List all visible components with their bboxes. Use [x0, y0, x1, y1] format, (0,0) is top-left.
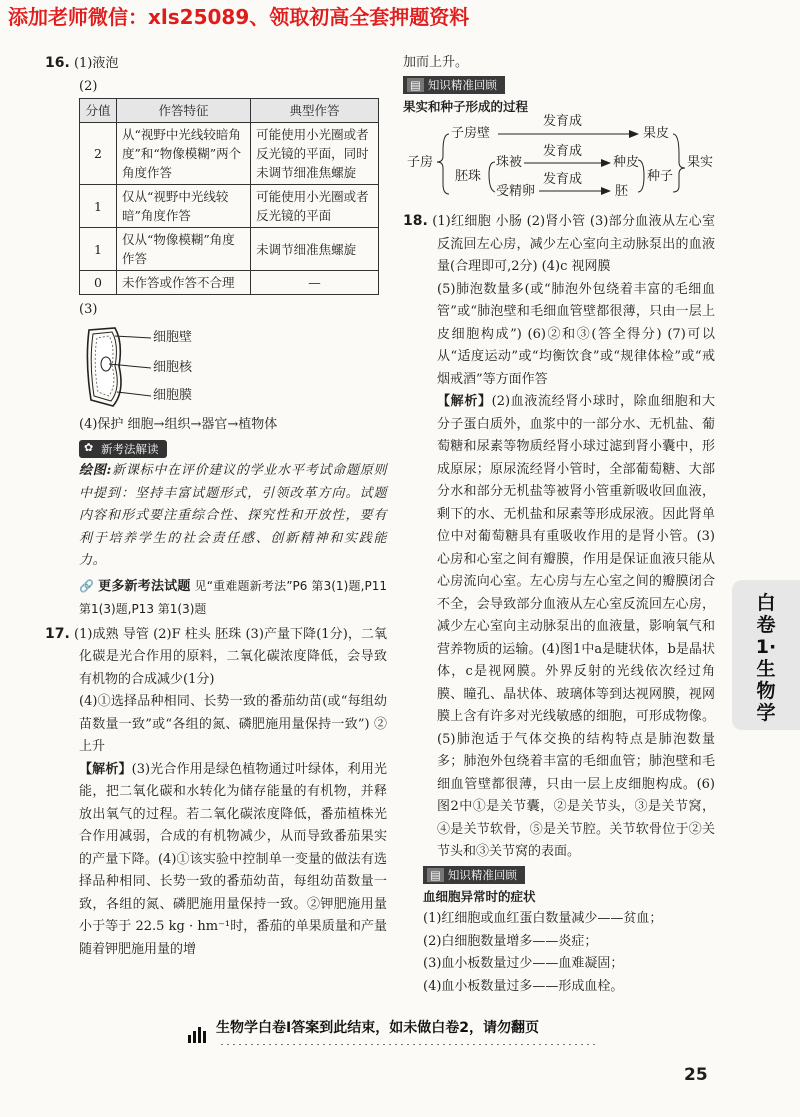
table-row	[80, 185, 379, 228]
table-cell: 可能使用小光圈或者反光镜的平面	[251, 185, 379, 228]
table-row	[80, 123, 379, 185]
q16-part2: (2)	[79, 78, 98, 94]
list-item: (1)红细胞或血红蛋白数量减少——贫血；	[423, 911, 663, 926]
table-cell: 1	[80, 185, 117, 228]
fruit-seed: 种子	[647, 169, 674, 184]
footer-note	[188, 1013, 612, 1043]
fruit-fruit: 果实	[687, 155, 714, 170]
fruit-ovule: 胚珠	[455, 169, 482, 184]
q16-part1: 16. (1)液泡	[45, 55, 119, 71]
fruit-ovary: 子房	[407, 155, 434, 170]
side-tab-label: 白卷1·生物学	[755, 592, 777, 724]
table-cell: 可能使用小光圈或者反光镜的平面，同时未调节细准焦螺旋	[251, 123, 379, 185]
table-row	[80, 271, 379, 295]
table-cell: 从“视野中光线较暗角度”和“物像模糊”两个角度作答	[117, 123, 251, 185]
header-feature: 作答特征	[117, 99, 251, 123]
fruit-seed-diagram	[403, 114, 715, 208]
side-tab	[732, 580, 800, 730]
fruit-seed-coat: 种皮	[613, 155, 640, 170]
right-column	[403, 52, 715, 998]
q18-part2: (5)肺泡数量多(或“肺泡外包绕着丰富的毛细血管”或“肺泡壁和毛细血管壁都很薄，只由一层上皮细胞构成”) (6)②和③(答全得分) (7)可以从“适度运动”或“均衡饮食”或“规律体检”或“戒烟戒酒”等方面作答	[437, 281, 715, 387]
label-nucleus: 细胞核	[153, 359, 193, 375]
link-icon: 🔗	[79, 578, 95, 593]
page-number: 25	[684, 1065, 708, 1085]
q18-number: 18.	[403, 213, 428, 229]
fruit-embryo: 胚	[615, 184, 629, 199]
knowledge-review-tag-2: ▤ 知识精准回顾	[423, 866, 525, 884]
q16-part3: (3)	[79, 302, 98, 317]
plant-cell-diagram	[79, 322, 387, 414]
q18-part1: 18. (1)红细胞 小肠 (2)肾小管 (3)部分血液从左心室反流回左心房，减少左心室向主动脉泵出的血液量(合理即可,2分) (4)c 视网膜	[403, 213, 715, 274]
bars-icon	[188, 1013, 208, 1043]
label-cell-membrane: 细胞膜	[153, 387, 193, 403]
table-cell: 仅从“视野中光线较暗”角度作答	[117, 185, 251, 228]
new-exam-tag: ✿ 新考法解读	[79, 440, 167, 458]
q16-number: 16.	[45, 55, 70, 71]
table-header-row	[80, 99, 379, 123]
fruit-title: 果实和种子形成的过程	[403, 98, 529, 114]
fruit-integument: 珠被	[496, 155, 523, 170]
table-cell: 0	[80, 271, 117, 295]
plant-cell-drawing	[79, 322, 159, 410]
table-cell: 未作答或作答不合理	[117, 271, 251, 295]
lightbulb-icon: ✿	[84, 441, 94, 454]
list-item: (3)血小板数量过少——血难凝固；	[423, 956, 624, 971]
left-column	[45, 52, 387, 961]
table-row	[80, 228, 379, 271]
q16-part4: (4)保护 细胞→组织→器官→植物体	[79, 416, 278, 432]
q18-analysis: 【解析】(2)血液流经肾小球时，除血细胞和大分子蛋白质外，血浆中的一部分水、无机盐、葡萄糖和尿素等物质经肾小球过滤到肾小囊中，形成原尿；原尿流经肾小管时，全部葡萄糖、大部分水和部分无机盐等被肾小管重新吸收回血液，剩下的水、无机盐和尿素等形成尿液。因此肾单位中对葡萄糖具有重吸收作用的是肾小管。(3)心房和心室之间有瓣膜，作用是保证血液只能从心房流向心室。左心房与左心室之间的瓣膜闭合不全，会导致部分血液从左心室反流回左心房，减少左心室向主动脉泵出的血液量，影响氧气和营养物质的运输。(4)图1中a是睫状体，b是晶状体，c是视网膜。外界反射的光线依次经过角膜、瞳孔、晶状体、玻璃体等到达视网膜，视网膜上含有许多对光线敏感的细胞，可形成物像。(5)肺泡适于气体交换的结构特点是肺泡数量多；肺泡外包绕着丰富的毛细血管；肺泡壁和毛细血管壁都很薄，只由一层上皮细胞构成。(6)图2中①是关节囊，②是关节头，③是关节窝，④是关节软骨，⑤是关节腔。关节软骨位于②关节头和③关节窝的表面。	[437, 394, 715, 859]
knowledge-review-tag-1: ▤ 知识精准回顾	[403, 76, 505, 94]
q17-number: 17.	[45, 625, 70, 642]
fruit-pericarp: 果皮	[643, 126, 670, 141]
more-questions-link[interactable]: 🔗 更多新考法试题 见“重难题新考法”P6 第3(1)题,P11 第1(3)题,P13 第1(3)题	[79, 578, 387, 616]
list-item: (4)血小板数量过多——形成血栓。	[423, 978, 624, 994]
list-item: (2)白细胞数量增多——炎症；	[423, 933, 598, 949]
scoring-table	[79, 98, 379, 295]
table-cell: —	[251, 271, 379, 295]
table-cell: 仅从“物像模糊”角度作答	[117, 228, 251, 271]
fruit-develop-1: 发育成	[543, 114, 583, 129]
fruit-zygote: 受精卵	[496, 184, 536, 199]
footer-divider	[219, 1043, 599, 1046]
q17-part1: 17. (1)成熟 导管 (2)F 柱头 胚珠 (3)产量下降(1分)，二氧化碳是光合作用的原料，二氧化碳浓度降低，会导致有机物的合成减少(1分)	[45, 625, 387, 687]
table-cell: 2	[80, 123, 117, 185]
promo-banner: 添加老师微信：xls25089、领取初高全套押题资料	[8, 5, 470, 29]
header-typical: 典型作答	[251, 99, 379, 123]
new-exam-text: 绘图:新课标中在评价建议的学业水平考试命题原则中提到：坚持丰富试题形式，引领改革方向。试题内容和形式要注重综合性、探究性和开放性，要有利于培养学生的社会责任感、创新精神和实践能力。	[79, 463, 387, 568]
table-cell: 未调节细准焦螺旋	[251, 228, 379, 271]
footer-text: 生物学白卷Ⅰ答案到此结束，如未做白卷2，请勿翻页	[216, 1020, 539, 1036]
book-icon: ▤	[427, 868, 444, 882]
book-icon: ▤	[407, 78, 424, 92]
q17-part2: (4)①选择品种相同、长势一致的番茄幼苗(或“每组幼苗数量一致”或“各组的氮、磷肥施用量保持一致”) ②上升	[79, 694, 387, 754]
label-cell-wall: 细胞壁	[153, 329, 193, 345]
fruit-develop-2: 发育成	[543, 144, 583, 159]
q17-analysis: 【解析】(3)光合作用是绿色植物通过叶绿体，利用光能，把二氧化碳和水转化为储存能量的有机物，并释放出氧气的过程。若二氧化碳浓度降低，番茄植株光合作用减弱，合成的有机物减少，从而导致番茄果实的产量下降。(4)①该实验中控制单一变量的做法有选择品种相同、长势一致的番茄幼苗，每组幼苗数量一致，各组的氮、磷肥施用量保持一致。②钾肥施用量小于等于 22.5 kg · hm⁻¹时，番茄的单果质量和产量随着钾肥施用量的增	[79, 761, 387, 957]
fruit-ovary-wall: 子房壁	[451, 126, 491, 141]
fruit-develop-3: 发育成	[543, 172, 583, 187]
blood-title: 血细胞异常时的症状	[423, 888, 536, 904]
table-cell: 1	[80, 228, 117, 271]
continued-text: 加而上升。	[403, 55, 469, 70]
header-score: 分值	[80, 99, 117, 123]
